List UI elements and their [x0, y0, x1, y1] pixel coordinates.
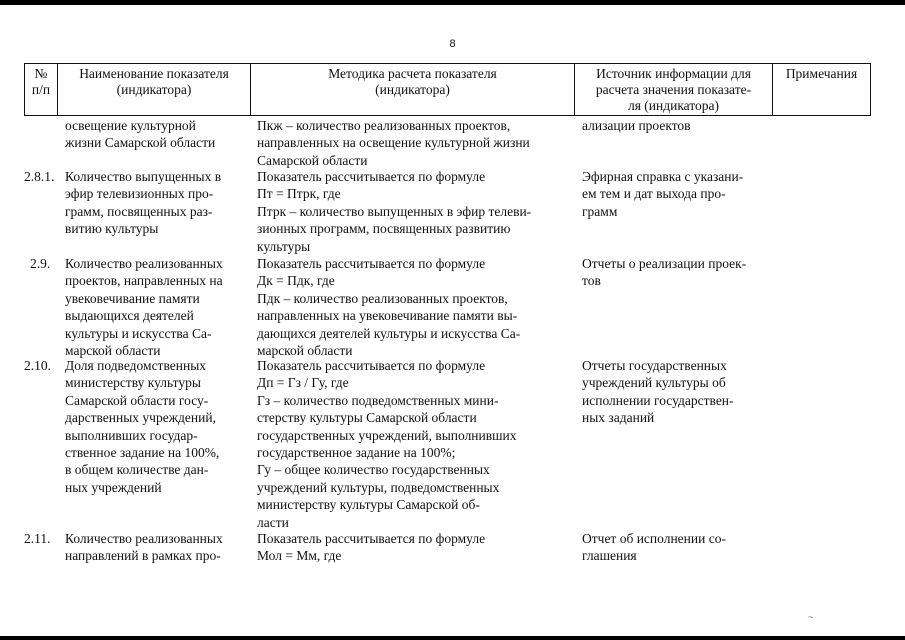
row-2-11-source: Отчет об исполнении со- глашения: [582, 531, 726, 564]
row-2-10-method: Показатель рассчитывается по формуле Дп = Гз / Гу, где Гз – количество подведомственных мини- стерству культуры Самарской области государственных учреждений, выполнивших государственное задание на 100%; Гу – общее количество государственных учреждений культуры, подведомственных министерству культуры Самарской об- ласти: [257, 358, 517, 530]
header-notes: Примечания: [785, 66, 858, 81]
row-2-8-1-method: Показатель рассчитывается по формуле Пт = Птрк, где Птрк – количество выпущенных в эфир телеви- зионных программ, посвященных развитию культуры: [257, 169, 532, 254]
row-2-10-name: Доля подведомственных министерству культуры Самарской области госу- дарственных учреждений, выполнивших государ- ственное задание на 100%, в общем количестве дан- ных учреждений: [65, 358, 220, 495]
row-number: 2.8.1.: [24, 169, 55, 184]
header-number: № п/п: [31, 66, 51, 97]
row-2-9-name: Количество реализованных проектов, направленных на увековечивание памяти выдающихся деятелей культуры и искусства Са- марской области: [65, 256, 223, 359]
table-top-border: [24, 63, 871, 64]
top-scan-border: [0, 0, 905, 5]
header-information-source: Источник информации для расчета значения показате- ля (индикатора): [595, 66, 752, 113]
header-bottom-border: [24, 115, 871, 116]
header-calculation-method: Методика расчета показателя (индикатора): [328, 66, 497, 97]
row-number: 2.10.: [24, 358, 51, 373]
row-continuation-name: освещение культурной жизни Самарской области: [65, 118, 216, 151]
row-2-11-method: Показатель рассчитывается по формуле Мол = Мм, где: [257, 531, 486, 564]
row-2-9-method: Показатель рассчитывается по формуле Дк = Пдк, где Пдк – количество реализованных проектов, направленных на увековечивание памяти вы- дающихся деятелей культуры и искусства Са- марской области: [257, 256, 521, 359]
row-2-11-name: Количество реализованных направлений в рамках про-: [65, 531, 223, 564]
row-2-8-1-name: Количество выпущенных в эфир телевизионных про- грамм, посвященных раз- витию культуры: [65, 169, 222, 237]
row-2-9-source: Отчеты о реализации проек- тов: [582, 256, 747, 289]
page-number: 8: [449, 38, 456, 50]
row-2-8-1-source: Эфирная справка с указани- ем тем и дат выхода про- грамм: [582, 169, 744, 219]
row-number: 2.9.: [30, 256, 51, 271]
row-continuation-method: Пкж – количество реализованных проектов, направленных на освещение культурной жизни Самарской области: [257, 118, 530, 168]
header-indicator-name: Наименование показателя (индикатора): [79, 66, 229, 97]
row-continuation-source: ализации проектов: [582, 118, 691, 133]
row-number: 2.11.: [24, 531, 51, 546]
bottom-scan-border: [0, 636, 905, 640]
row-2-10-source: Отчеты государственных учреждений культуры об исполнении государствен- ных заданий: [582, 358, 734, 426]
scan-corner-mark: ~: [808, 612, 814, 622]
